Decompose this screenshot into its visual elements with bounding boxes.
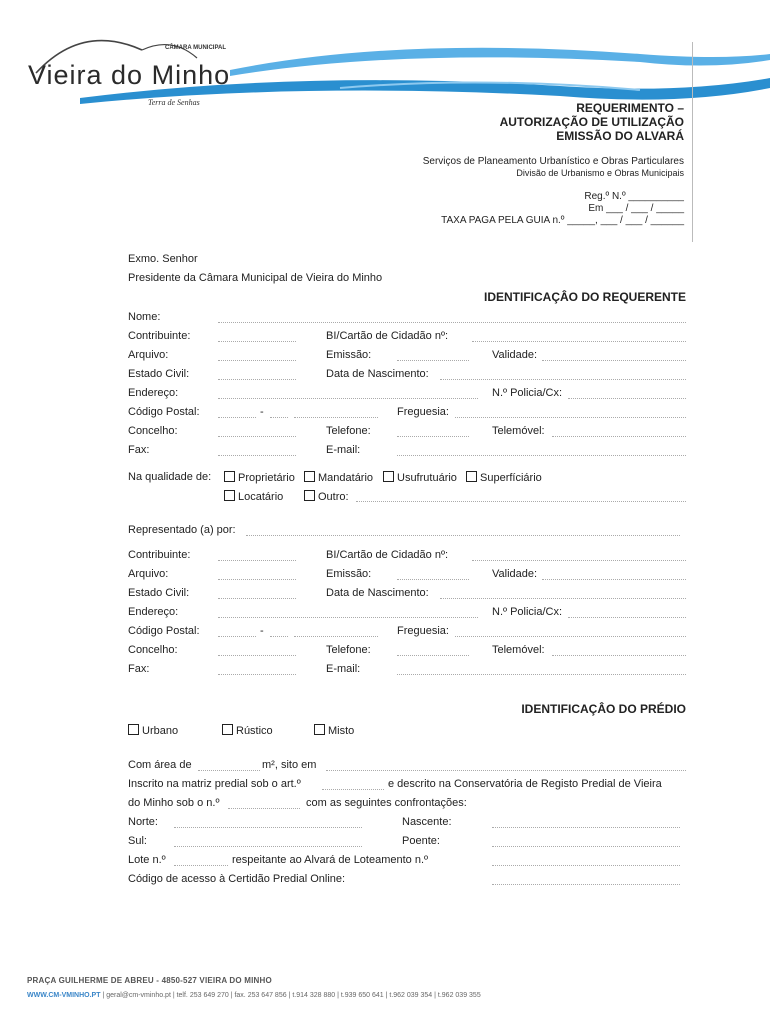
rep-validade-label: Validade: bbox=[492, 568, 538, 580]
endereco-label: Endereço: bbox=[128, 387, 179, 399]
title-line1: REQUERIMENTO – bbox=[576, 101, 684, 115]
rep-arquivo-label: Arquivo: bbox=[128, 568, 169, 580]
checkbox[interactable] bbox=[466, 471, 477, 482]
section1-title: IDENTIFICAÇÂO DO REQUERENTE bbox=[483, 290, 686, 304]
sul-field[interactable] bbox=[174, 846, 362, 847]
endereco-field[interactable] bbox=[218, 398, 478, 399]
descrito-label: e descrito na Conservatória de Registo Predial de Vieira bbox=[388, 778, 662, 790]
checkbox[interactable] bbox=[128, 724, 139, 735]
qualidade-option-mandatario[interactable]: Mandatário bbox=[304, 471, 373, 485]
footer-contacts-text: | geral@cm-vminho.pt | telf. 253 649 270 | fax. 253 647 856 | t.914 328 880 | t.939 650 641 | t.962 039 354 | t.962 039 355 bbox=[100, 992, 481, 999]
rep-policia-field[interactable] bbox=[568, 617, 686, 618]
qualidade-option-proprietario[interactable]: Proprietário bbox=[224, 471, 295, 485]
artigo-field[interactable] bbox=[322, 789, 384, 790]
rep-contribuinte-label: Contribuinte: bbox=[128, 549, 191, 561]
checkbox[interactable] bbox=[383, 471, 394, 482]
nome-label: Nome: bbox=[128, 311, 161, 323]
registry-taxa: TAXA PAGA PELA GUIA n.º _____, ___ / ___ / ______ bbox=[441, 215, 684, 226]
telefone-label: Telefone: bbox=[326, 425, 371, 437]
title-line3: EMISSÃO DO ALVARÁ bbox=[556, 129, 684, 143]
rep-contribuinte-field[interactable] bbox=[218, 560, 296, 561]
area-field[interactable] bbox=[198, 770, 260, 771]
data-nascimento-label: Data de Nascimento: bbox=[326, 368, 429, 380]
codigo-postal-field-3[interactable] bbox=[294, 417, 378, 418]
rep-bi-label: BI/Cartão de Cidadão nº: bbox=[326, 549, 449, 561]
section2-title: IDENTIFICAÇÂO DO PRÉDIO bbox=[521, 702, 686, 716]
validade-field[interactable] bbox=[542, 360, 686, 361]
qualidade-option-usufrutuario[interactable]: Usufrutuário bbox=[383, 471, 457, 485]
area-sito-label: m², sito em bbox=[262, 759, 317, 771]
codigo-acesso-field[interactable] bbox=[492, 884, 680, 885]
qualidade-option-outro[interactable]: Outro: bbox=[304, 490, 349, 504]
footer-address: PRAÇA GUILHERME DE ABREU - 4850-527 VIEIRA DO MINHO bbox=[27, 976, 272, 985]
arquivo-label: Arquivo: bbox=[128, 349, 169, 361]
department-line2: Divisão de Urbanismo e Obras Municipais bbox=[516, 168, 684, 178]
rep-endereco-field[interactable] bbox=[218, 617, 478, 618]
codigo-postal-field-1[interactable] bbox=[218, 417, 256, 418]
representado-label: Representado (a) por: bbox=[128, 524, 236, 536]
checkbox[interactable] bbox=[304, 490, 315, 501]
nome-field[interactable] bbox=[218, 322, 686, 323]
loteamento-field[interactable] bbox=[492, 865, 680, 866]
footer-contacts bbox=[27, 992, 481, 999]
rep-data-nascimento-field[interactable] bbox=[440, 598, 686, 599]
lote-field[interactable] bbox=[174, 865, 228, 866]
department-line1: Serviços de Planeamento Urbanístico e Obras Particulares bbox=[422, 156, 684, 167]
option-rustico[interactable]: Rústico bbox=[222, 724, 273, 738]
representado-field[interactable] bbox=[246, 535, 680, 536]
rep-codigo-postal-field-2[interactable] bbox=[270, 636, 288, 637]
policia-field[interactable] bbox=[568, 398, 686, 399]
inscrito-label: Inscrito na matriz predial sob o art.º bbox=[128, 778, 301, 790]
logo-tagline: Terra de Senhas bbox=[148, 98, 200, 107]
sito-field[interactable] bbox=[326, 770, 686, 771]
rep-arquivo-field[interactable] bbox=[218, 579, 296, 580]
qualidade-label: Na qualidade de: bbox=[128, 471, 212, 483]
title-line2: AUTORIZAÇÃO DE UTILIZAÇÃO bbox=[499, 115, 684, 129]
rep-concelho-field[interactable] bbox=[218, 655, 296, 656]
rep-endereco-label: Endereço: bbox=[128, 606, 179, 618]
rep-fax-label: Fax: bbox=[128, 663, 150, 675]
poente-label: Poente: bbox=[402, 835, 440, 847]
norte-label: Norte: bbox=[128, 816, 158, 828]
email-field[interactable] bbox=[397, 455, 686, 456]
checkbox[interactable] bbox=[304, 471, 315, 482]
logo-name: Vieira do Minho bbox=[28, 60, 231, 90]
arquivo-field[interactable] bbox=[218, 360, 296, 361]
rep-codigo-postal-label: Código Postal: bbox=[128, 625, 200, 637]
freguesia-label: Freguesia: bbox=[397, 406, 449, 418]
checkbox[interactable] bbox=[314, 724, 325, 735]
rep-email-label: E-mail: bbox=[326, 663, 361, 675]
bi-label: BI/Cartão de Cidadão nº: bbox=[326, 330, 449, 342]
rep-policia-label: N.º Policia/Cx: bbox=[492, 606, 563, 618]
sul-label: Sul: bbox=[128, 835, 147, 847]
registry-em: Em ___ / ___ / _____ bbox=[588, 203, 684, 214]
contribuinte-label: Contribuinte: bbox=[128, 330, 191, 342]
rep-telemovel-label: Telemóvel: bbox=[492, 644, 545, 656]
checkbox[interactable] bbox=[222, 724, 233, 735]
emissao-field[interactable] bbox=[397, 360, 469, 361]
qualidade-option-superficiario[interactable]: Superfíciário bbox=[466, 471, 542, 485]
footer-web-link[interactable]: WWW.CM-VMINHO.PT bbox=[27, 992, 101, 999]
freguesia-field[interactable] bbox=[455, 417, 686, 418]
rep-validade-field[interactable] bbox=[542, 579, 686, 580]
norte-field[interactable] bbox=[174, 827, 362, 828]
rep-emissao-field[interactable] bbox=[397, 579, 469, 580]
codigo-postal-field-2[interactable] bbox=[270, 417, 288, 418]
telefone-field[interactable] bbox=[397, 436, 469, 437]
validade-label: Validade: bbox=[492, 349, 538, 361]
rep-telefone-label: Telefone: bbox=[326, 644, 371, 656]
address-line2: Presidente da Câmara Municipal de Vieira do Minho bbox=[128, 272, 383, 284]
fax-label: Fax: bbox=[128, 444, 150, 456]
estado-civil-field[interactable] bbox=[218, 379, 296, 380]
qualidade-option-locatario[interactable]: Locatário bbox=[224, 490, 283, 504]
outro-field[interactable] bbox=[356, 501, 686, 502]
minho-label: do Minho sob o n.º bbox=[128, 797, 220, 809]
rep-freguesia-field[interactable] bbox=[455, 636, 686, 637]
rep-data-nascimento-label: Data de Nascimento: bbox=[326, 587, 429, 599]
numero-field[interactable] bbox=[228, 808, 300, 809]
telemovel-field[interactable] bbox=[552, 436, 686, 437]
option-misto[interactable]: Misto bbox=[314, 724, 354, 738]
checkbox[interactable] bbox=[224, 471, 235, 482]
codigo-postal-dash: - bbox=[260, 406, 264, 418]
emissao-label: Emissão: bbox=[326, 349, 372, 361]
header-divider bbox=[692, 42, 693, 242]
telemovel-label: Telemóvel: bbox=[492, 425, 545, 437]
confrontacoes-label: com as seguintes confrontações: bbox=[306, 797, 467, 809]
codigo-postal-label: Código Postal: bbox=[128, 406, 200, 418]
contribuinte-field[interactable] bbox=[218, 341, 296, 342]
rep-email-field[interactable] bbox=[397, 674, 686, 675]
codigo-acesso-label: Código de acesso à Certidão Predial Online: bbox=[128, 873, 346, 885]
rep-telefone-field[interactable] bbox=[397, 655, 469, 656]
lote-label: Lote n.º bbox=[128, 854, 166, 866]
registry-reg: Reg.º N.º __________ bbox=[584, 191, 684, 202]
checkbox[interactable] bbox=[224, 490, 235, 501]
rep-estado-civil-field[interactable] bbox=[218, 598, 296, 599]
concelho-label: Concelho: bbox=[128, 425, 178, 437]
bi-field[interactable] bbox=[472, 341, 686, 342]
rep-estado-civil-label: Estado Civil: bbox=[128, 587, 190, 599]
address-line1: Exmo. Senhor bbox=[128, 253, 198, 265]
fax-field[interactable] bbox=[218, 455, 296, 456]
rep-telemovel-field[interactable] bbox=[552, 655, 686, 656]
nascente-label: Nascente: bbox=[402, 816, 452, 828]
rep-codigo-postal-field-3[interactable] bbox=[294, 636, 378, 637]
rep-codigo-postal-dash: - bbox=[260, 625, 264, 637]
rep-bi-field[interactable] bbox=[472, 560, 686, 561]
poente-field[interactable] bbox=[492, 846, 680, 847]
concelho-field[interactable] bbox=[218, 436, 296, 437]
option-urbano[interactable]: Urbano bbox=[128, 724, 178, 738]
area-label: Com área de bbox=[128, 759, 192, 771]
rep-codigo-postal-field-1[interactable] bbox=[218, 636, 256, 637]
rep-emissao-label: Emissão: bbox=[326, 568, 372, 580]
rep-fax-field[interactable] bbox=[218, 674, 296, 675]
loteamento-label: respeitante ao Alvará de Loteamento n.º bbox=[232, 854, 429, 866]
logo-top: CÂMARA MUNICIPAL bbox=[165, 45, 226, 51]
rep-concelho-label: Concelho: bbox=[128, 644, 178, 656]
data-nascimento-field[interactable] bbox=[440, 379, 686, 380]
email-label: E-mail: bbox=[326, 444, 361, 456]
nascente-field[interactable] bbox=[492, 827, 680, 828]
estado-civil-label: Estado Civil: bbox=[128, 368, 190, 380]
policia-label: N.º Policia/Cx: bbox=[492, 387, 563, 399]
rep-freguesia-label: Freguesia: bbox=[397, 625, 449, 637]
